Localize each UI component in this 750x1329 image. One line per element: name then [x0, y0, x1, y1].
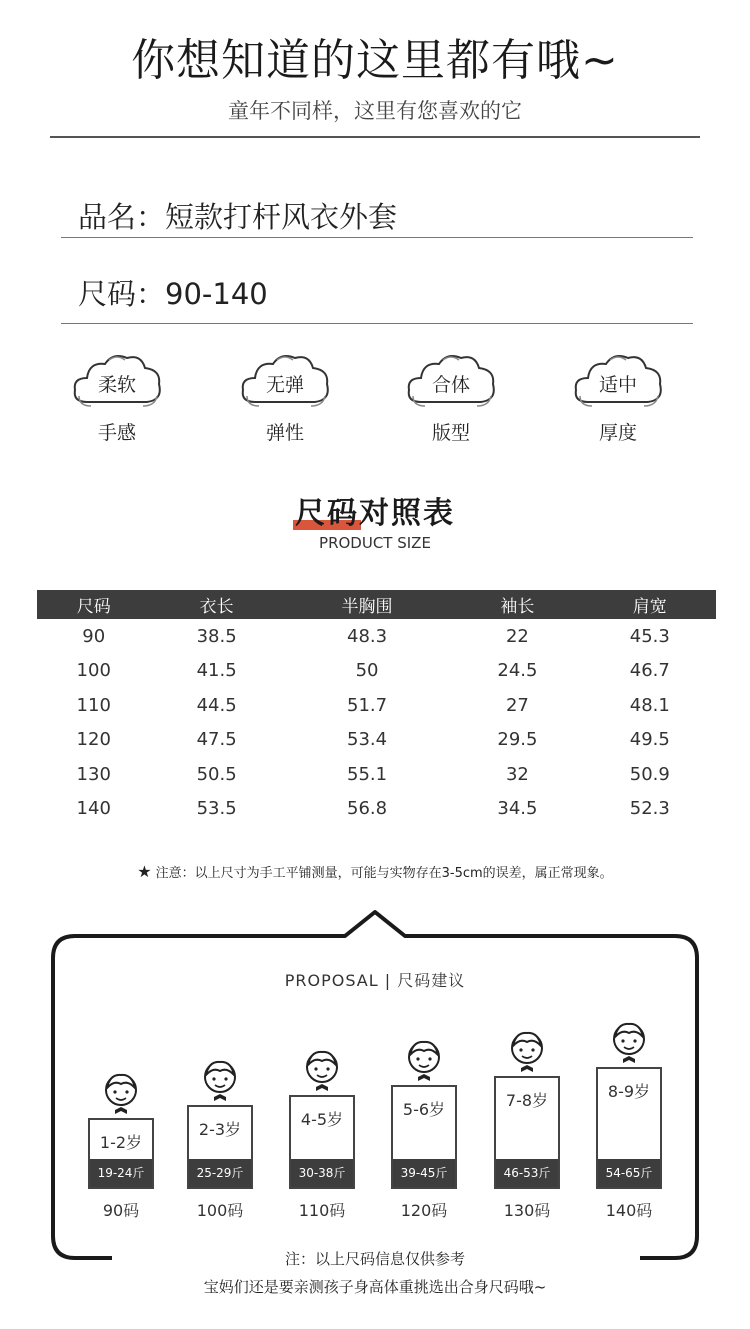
age-label: 4-5岁: [300, 1110, 344, 1129]
divider: [61, 237, 693, 238]
feature-title: 合体: [431, 374, 470, 396]
size-table: [37, 590, 716, 826]
table-cell: 46.7: [629, 660, 670, 682]
cloud-badge: [237, 350, 333, 412]
table-cell: 22: [505, 625, 529, 647]
table-cell: 49.5: [629, 729, 670, 751]
column-header: 半胸围: [283, 590, 451, 619]
divider: [50, 136, 700, 138]
table-cell: 53.4: [347, 729, 388, 751]
page-subline: 童年不同样，这里有您喜欢的它: [228, 99, 522, 123]
size-chart-subtitle: PRODUCT SIZE: [319, 534, 431, 552]
table-cell: 24.5: [497, 660, 538, 682]
proposal-title: PROPOSAL | 尺码建议: [284, 971, 466, 990]
table-row: [37, 619, 716, 654]
table-cell: 50.5: [196, 763, 237, 785]
child-face-icon: [508, 1028, 546, 1074]
table-cell: 90: [82, 625, 106, 647]
size-chart-title-highlight: 尺码: [295, 488, 359, 532]
table-cell: 32: [505, 763, 529, 785]
feature-caption: 版型: [431, 422, 470, 444]
feature-title: 柔软: [97, 374, 136, 396]
column-header: 尺码: [37, 590, 150, 619]
table-cell: 110: [76, 694, 111, 716]
weight-label: 30-38斤: [291, 1159, 353, 1187]
size-card: [187, 1105, 253, 1189]
table-cell: 50.9: [629, 763, 670, 785]
age-label: 2-3岁: [198, 1120, 242, 1139]
table-cell: 140: [76, 798, 111, 820]
child-face-icon: [303, 1047, 341, 1093]
age-label: 7-8岁: [505, 1091, 549, 1110]
divider: [61, 323, 693, 324]
feature-title: 适中: [598, 374, 637, 396]
age-label: 5-6岁: [402, 1100, 446, 1119]
age-label: 1-2岁: [99, 1133, 143, 1152]
size-card: [88, 1118, 154, 1189]
table-cell: 100: [76, 660, 111, 682]
table-row: [37, 688, 716, 723]
weight-label: 19-24斤: [90, 1159, 152, 1187]
weight-label: 39-45斤: [393, 1159, 455, 1187]
column-header: 袖长: [451, 590, 583, 619]
size-card: [494, 1076, 560, 1189]
feature-title: 无弹: [265, 374, 304, 396]
feature-item: [396, 350, 506, 445]
size-code-label: 110码: [298, 1201, 346, 1220]
table-cell: 34.5: [497, 798, 538, 820]
feature-item: [62, 350, 172, 445]
cloud-badge: [69, 350, 165, 412]
table-body: [37, 619, 716, 826]
size-code-label: 130码: [503, 1201, 551, 1220]
size-chart-title-rest: 对照表: [359, 496, 455, 531]
weight-label: 46-53斤: [496, 1159, 558, 1187]
product-size-range: 尺码：90-140: [78, 277, 268, 311]
size-code-label: 140码: [605, 1201, 653, 1220]
table-cell: 52.3: [629, 798, 670, 820]
size-code-label: 100码: [196, 1201, 244, 1220]
star-icon: ★: [137, 862, 152, 881]
table-cell: 56.8: [347, 798, 388, 820]
table-cell: 55.1: [347, 763, 388, 785]
size-card: [596, 1067, 662, 1189]
column-header: 衣长: [150, 590, 282, 619]
table-cell: 27: [505, 694, 529, 716]
table-header-row: [37, 590, 716, 619]
table-row: [37, 723, 716, 758]
table-cell: 50: [355, 660, 379, 682]
size-code-label: 90码: [102, 1201, 140, 1220]
table-cell: 44.5: [196, 694, 237, 716]
feature-caption: 手感: [97, 422, 136, 444]
child-face-icon: [405, 1037, 443, 1083]
table-cell: 51.7: [347, 694, 388, 716]
feature-caption: 厚度: [598, 422, 637, 444]
proposal-note: 注：以上尺码信息仅供参考: [284, 1250, 465, 1268]
child-face-icon: [102, 1070, 140, 1116]
table-cell: 29.5: [497, 729, 538, 751]
table-cell: 41.5: [196, 660, 237, 682]
table-row: [37, 757, 716, 792]
size-chart-title: [0, 488, 750, 532]
age-label: 8-9岁: [607, 1082, 651, 1101]
weight-label: 54-65斤: [598, 1159, 660, 1187]
table-cell: 48.1: [629, 694, 670, 716]
feature-item: [563, 350, 673, 445]
child-face-icon: [201, 1057, 239, 1103]
table-cell: 53.5: [196, 798, 237, 820]
weight-label: 25-29斤: [189, 1159, 251, 1187]
feature-item: [230, 350, 340, 445]
table-cell: 130: [76, 763, 111, 785]
table-row: [37, 654, 716, 689]
feature-caption: 弹性: [265, 422, 304, 444]
measurement-note: [0, 862, 750, 881]
size-code-label: 120码: [400, 1201, 448, 1220]
cloud-badge: [570, 350, 666, 412]
table-cell: 47.5: [196, 729, 237, 751]
measurement-note-text: 注意：以上尺寸为手工平铺测量，可能与实物存在3-5cm的误差，属正常现象。: [155, 866, 613, 881]
column-header: 肩宽: [584, 590, 716, 619]
table-cell: 48.3: [347, 625, 388, 647]
table-cell: 45.3: [629, 625, 670, 647]
product-name: 品名：短款打杆风衣外套: [78, 200, 398, 234]
cloud-badge: [403, 350, 499, 412]
size-card: [391, 1085, 457, 1189]
table-row: [37, 792, 716, 827]
page-headline: 你想知道的这里都有哦~: [131, 35, 619, 86]
child-face-icon: [610, 1019, 648, 1065]
table-cell: 38.5: [196, 625, 237, 647]
table-cell: 120: [76, 729, 111, 751]
proposal-note-secondary: 宝妈们还是要亲测孩子身高体重挑选出合身尺码哦~: [203, 1278, 547, 1296]
size-card: [289, 1095, 355, 1189]
